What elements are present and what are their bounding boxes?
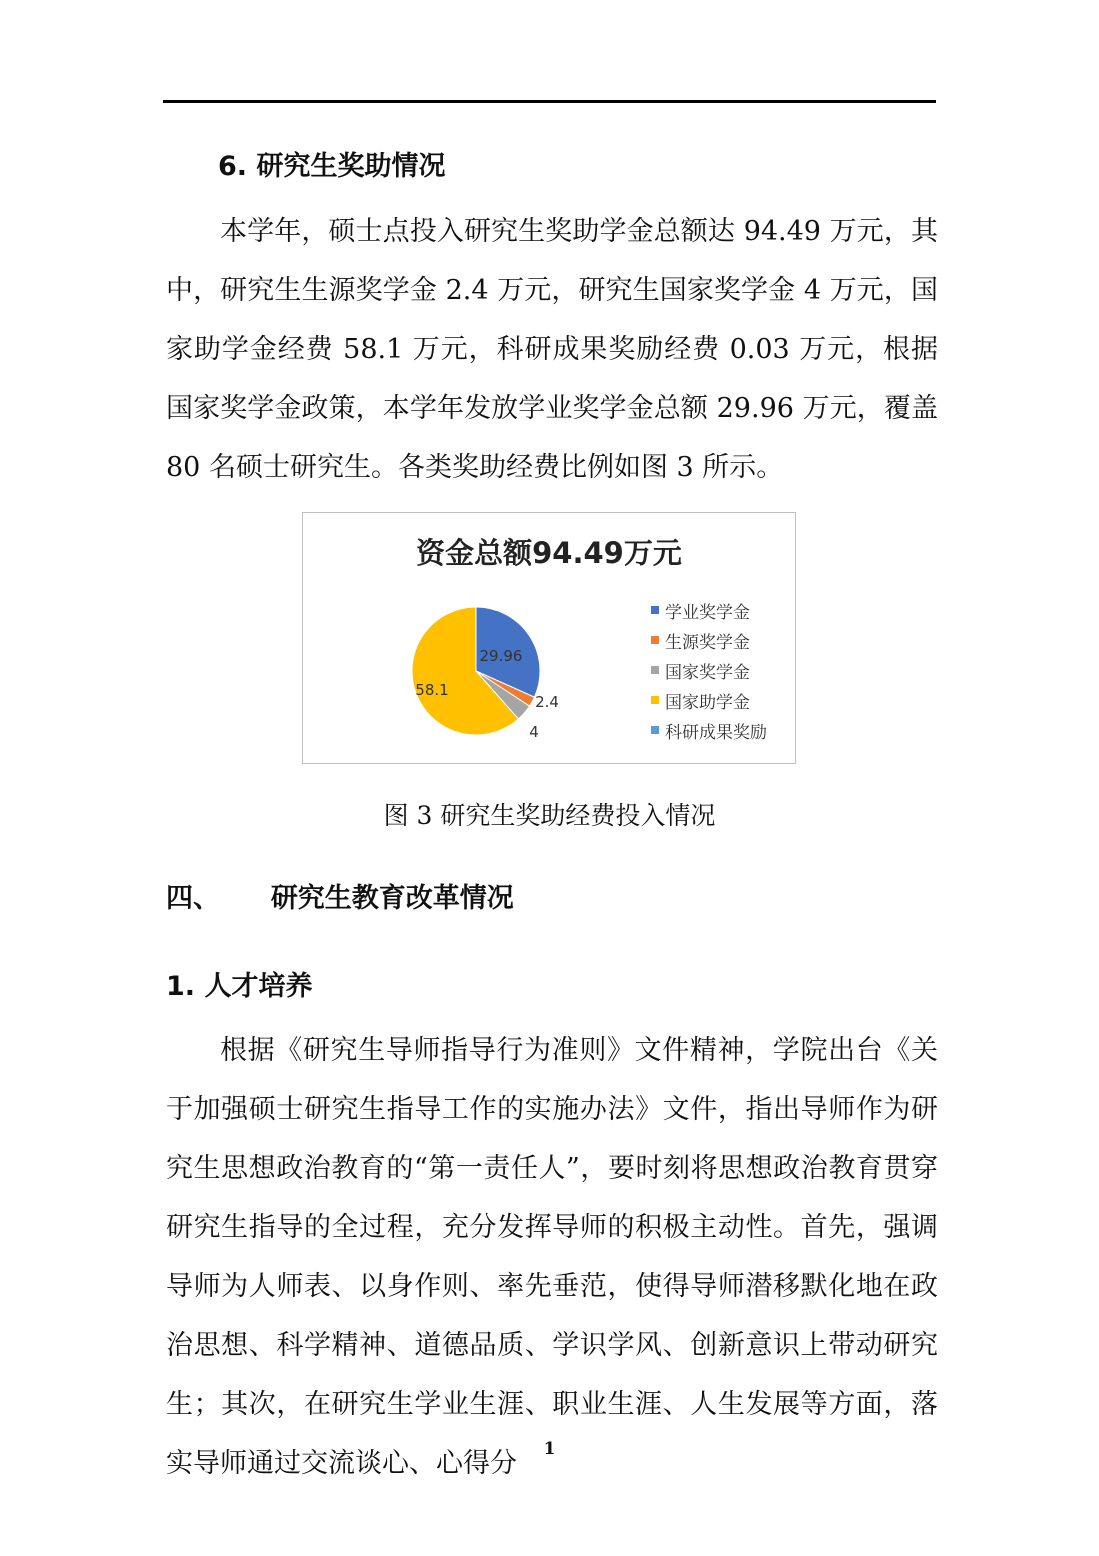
legend-label: 科研成果奖励	[665, 722, 767, 743]
legend-swatch	[651, 636, 659, 644]
section-heading-4	[166, 876, 514, 915]
legend-label: 国家助学金	[665, 692, 750, 713]
page-number: 1	[543, 1439, 556, 1459]
section-4-number: 四、	[166, 883, 220, 914]
legend-swatch	[651, 666, 659, 674]
section-6-paragraph	[166, 202, 938, 502]
subsection-heading-1: 1. 人才培养	[166, 971, 313, 1002]
legend-swatch	[651, 606, 659, 614]
legend-item-5	[651, 715, 767, 745]
legend-item-4	[651, 685, 767, 715]
subsection-1-paragraph	[166, 1021, 938, 1479]
data-label-2: 2.4	[535, 693, 559, 711]
legend-item-2	[651, 625, 767, 655]
legend-swatch	[651, 696, 659, 704]
chart-title: 资金总额94.49万元	[416, 536, 682, 570]
section-4-title: 研究生教育改革情况	[270, 883, 514, 914]
section-heading-6: 6. 研究生奖助情况	[218, 151, 446, 182]
figure-caption: 图 3 研究生奖助经费投入情况	[383, 801, 716, 830]
data-label-4: 58.1	[415, 681, 449, 699]
chart-legend	[651, 595, 767, 745]
legend-label: 生源奖学金	[665, 632, 750, 653]
legend-label: 学业奖学金	[665, 602, 750, 623]
legend-label: 国家奖学金	[665, 662, 750, 683]
pie-chart	[302, 512, 796, 764]
legend-item-3	[651, 655, 767, 685]
legend-swatch	[651, 726, 659, 734]
data-label-3: 4	[529, 723, 539, 741]
data-label-1: 29.96	[479, 647, 523, 665]
paragraph-text: 根据《研究生导师指导行为准则》文件精神，学院出台《关于加强硕士研究生指导工作的实施办法》文件，指出导师作为研究生思想政治教育的“第一责任人”，要时刻将思想政治教育贯穿研究生指导的全过程，充分发挥导师的积极主动性。首先，强调导师为人师表、以身作则、率先垂范，使得导师潜移默化地在政治思想、科学精神、道德品质、学识学风、创新意识上带动研究生；其次，在研究生学业生涯、职业生涯、人生发展等方面，落实导师通过交流谈心、心得分	[166, 1035, 938, 1479]
legend-item-1	[651, 595, 767, 625]
paragraph-text: 本学年，硕士点投入研究生奖助学金总额达 94.49 万元，其中，研究生生源奖学金 2.4 万元，研究生国家奖学金 4 万元，国家助学金经费 58.1 万元，科研成果奖励经费 0.03 万元，根据国家奖学金政策，本学年发放学业奖学金总额 29.96 万元，覆盖 80 名硕士研究生。各类奖助经费比例如图 3 所示。	[166, 216, 938, 483]
header-rule	[163, 100, 936, 103]
